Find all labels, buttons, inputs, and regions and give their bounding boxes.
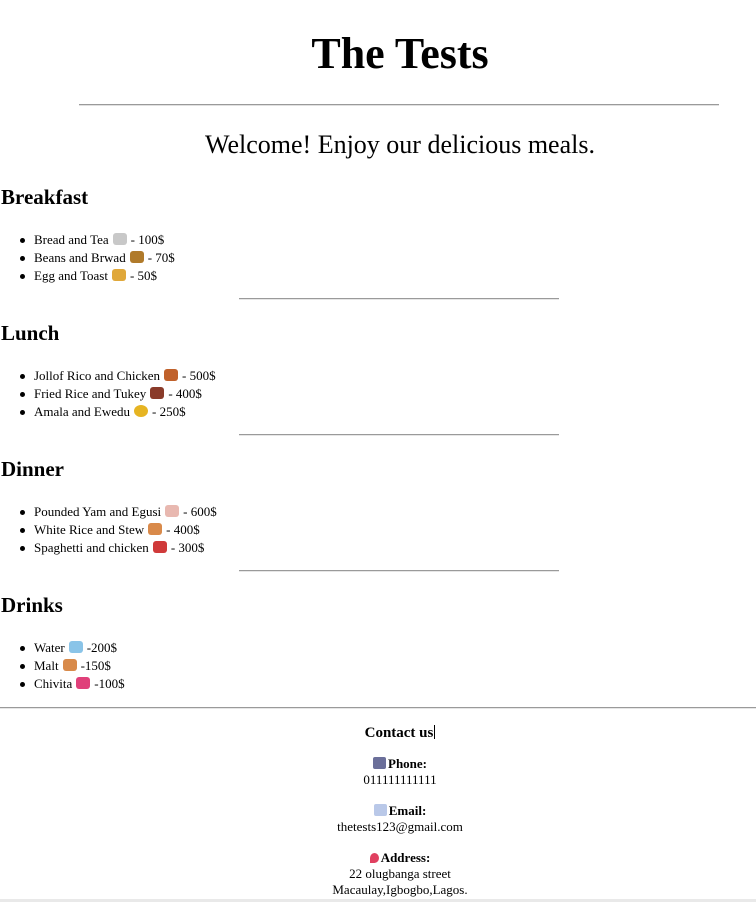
contact-section [0, 722, 756, 898]
item-name: Egg and Toast [34, 268, 108, 283]
item-price: -200$ [86, 640, 118, 655]
header-divider [79, 104, 719, 106]
item-price: - 250$ [152, 404, 186, 419]
pin-icon [370, 853, 379, 863]
lunch-list [0, 367, 216, 421]
item-name: Pounded Yam and Egusi [34, 504, 162, 519]
list-item [0, 267, 175, 285]
list-item [0, 639, 125, 657]
item-name: Malt [34, 658, 59, 673]
address-line-1: 22 olugbanga street [349, 866, 451, 881]
section-divider [239, 434, 559, 436]
address-line-2: Macaulay,Igbogbo,Lagos. [332, 882, 468, 897]
section-divider [239, 298, 559, 300]
item-price: -100$ [94, 676, 125, 691]
item-name: Fried Rice and Tukey [34, 386, 147, 401]
waffle-icon [112, 269, 126, 281]
section-title-breakfast: Breakfast [1, 185, 89, 209]
page-title: The Tests [311, 29, 489, 78]
item-name: Water [34, 640, 65, 655]
fried-egg-icon [134, 405, 148, 417]
contact-title [0, 722, 756, 744]
item-price: - 70$ [147, 250, 175, 265]
section-title-dinner: Dinner [1, 457, 64, 481]
address-label: Address: [380, 850, 431, 865]
phone-value: 011111111111 [363, 772, 437, 787]
email-label: Email: [388, 803, 427, 818]
email-label-row [0, 803, 756, 819]
item-price: - 400$ [166, 522, 200, 537]
section-title-drinks: Drinks [1, 593, 63, 617]
list-item [0, 385, 216, 403]
text-cursor [434, 725, 435, 739]
turkey-icon [150, 387, 164, 399]
phone-label-row [0, 756, 756, 772]
item-name: Amala and Ewedu [34, 404, 131, 419]
footer-divider [0, 707, 756, 709]
water-glass-icon [69, 641, 83, 653]
item-price: - 300$ [170, 540, 205, 555]
item-name: Bread and Tea [34, 232, 109, 247]
item-price: - 100$ [130, 232, 165, 247]
list-item [0, 403, 216, 421]
list-item [0, 657, 125, 675]
list-item [0, 539, 217, 557]
item-price: - 50$ [129, 268, 158, 283]
teapot-icon [113, 233, 127, 245]
item-name: Beans and Brwad [34, 250, 126, 265]
item-price: - 400$ [168, 386, 202, 401]
yam-icon [165, 505, 179, 517]
item-price: - 500$ [182, 368, 216, 383]
item-name: Jollof Rico and Chicken [34, 368, 161, 383]
item-price: -150$ [80, 658, 111, 673]
dinner-list [0, 503, 217, 557]
bubble-tea-icon [63, 659, 77, 671]
stew-pot-icon [148, 523, 162, 535]
noodle-bowl-icon [153, 541, 167, 553]
juice-cup-icon [76, 677, 90, 689]
section-title-lunch: Lunch [1, 321, 60, 345]
id-card-icon [374, 804, 387, 816]
list-item [0, 521, 217, 539]
item-name: White Rice and Stew [34, 522, 145, 537]
list-item [0, 231, 175, 249]
pancakes-icon [130, 251, 144, 263]
item-price: - 600$ [183, 504, 217, 519]
item-name: Chivita [34, 676, 73, 691]
item-name: Spaghetti and chicken [34, 540, 149, 555]
phone-icon [373, 757, 386, 769]
chicken-leg-icon [164, 369, 178, 381]
contact-title-text: Contact us [364, 725, 434, 741]
drinks-list [0, 639, 125, 693]
breakfast-list [0, 231, 175, 285]
list-item [0, 367, 216, 385]
welcome-text: Welcome! Enjoy our delicious meals. [205, 130, 595, 159]
phone-label: Phone: [388, 756, 427, 771]
list-item [0, 249, 175, 267]
email-value[interactable]: thetests123@gmail.com [337, 819, 463, 834]
address-label-row [0, 850, 756, 866]
section-divider [239, 570, 559, 572]
list-item [0, 675, 125, 693]
list-item [0, 503, 217, 521]
